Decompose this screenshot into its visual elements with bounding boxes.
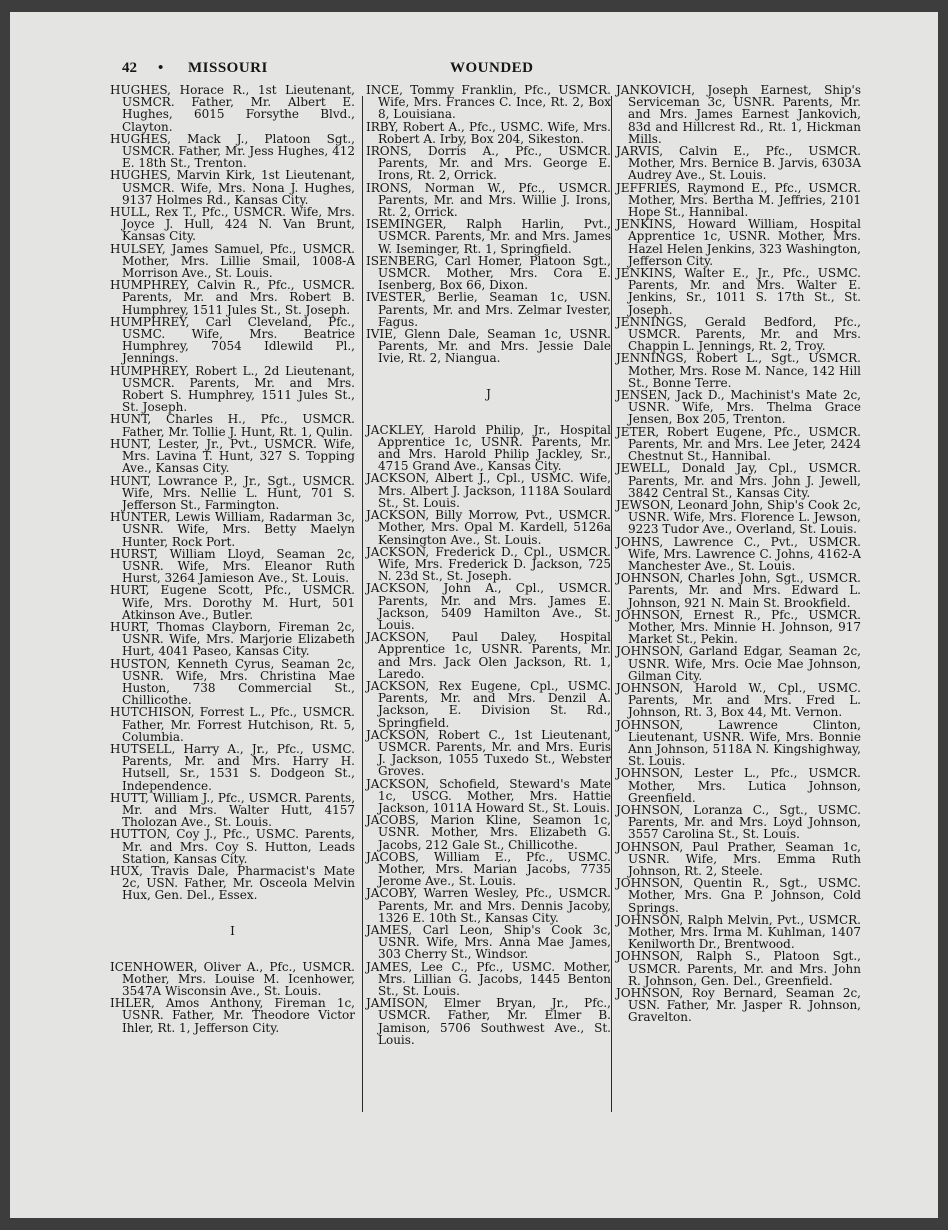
page-number: 42 [122, 60, 137, 76]
casualty-entry: JOHNSON, Quentin R., Sgt., USMC. Mother, Mrs. Gna P. Johnson, Cold Springs. [616, 876, 861, 915]
casualty-entry: JOHNSON, Ernest R., Pfc., USMCR. Mother, Mrs. Minnie H. Johnson, 917 Market St., Pekin. [616, 607, 861, 647]
casualty-entry: HUMPHREY, Carl Cleveland, Pfc., USMC. Wife, Mrs. Beatrice Humphrey, 7054 Idlewild Pl., Jennings. [110, 314, 355, 366]
state-title: MISSOURI [188, 60, 268, 76]
casualty-entry: JENKINS, Howard William, Hospital Apprentice 1c, USNR. Mother, Mrs. Hazel Helen Jenkins, 323 Washington, Jefferson City. [616, 217, 861, 268]
casualty-entry: INCE, Tommy Franklin, Pfc., USMCR. Wife, Mrs. Frances C. Ince, Rt. 2, Box 8, Louisiana. [366, 83, 611, 122]
casualty-entry: IRBY, Robert A., Pfc., USMC. Wife, Mrs. Robert A. Irby, Box 204, Sikeston. [366, 119, 611, 146]
casualty-entry: JOHNSON, Garland Edgar, Seaman 2c, USNR. Wife, Mrs. Ocie Mae Johnson, Gilman City. [616, 644, 861, 683]
casualty-entry: HURT, Eugene Scott, Pfc., USMCR. Wife, Mrs. Dorothy M. Hurt, 501 Atkinson Ave., Butler. [110, 583, 355, 622]
section-letter: I [230, 923, 235, 938]
casualty-entry: JENKINS, Walter E., Jr., Pfc., USMC. Parents, Mr. and Mrs. Walter E. Jenkins, Sr., 1011 S. 17th St., St. Joseph. [616, 266, 861, 317]
section-title: WOUNDED [450, 60, 534, 76]
casualty-entry: JAMES, Carl Leon, Ship's Cook 3c, USNR. Wife, Mrs. Anna Mae James, 303 Cherry St., Windsor. [366, 923, 611, 962]
column-divider [362, 96, 363, 1112]
casualty-entry: IVIE, Glenn Dale, Seaman 1c, USNR. Parents, Mr. and Mrs. Jessie Dale Ivie, Rt. 2, Niangua. [366, 327, 611, 366]
casualty-entry: JOHNS, Lawrence C., Pvt., USMCR. Wife, Mrs. Lawrence C. Johns, 4162-A Manchester Ave., St. Louis. [616, 534, 861, 573]
casualty-entry: JENNINGS, Robert L., Sgt., USMCR. Mother, Mrs. Rose M. Nance, 142 Hill St., Bonne Terre. [616, 351, 861, 390]
casualty-entry: ISEMINGER, Ralph Harlin, Pvt., USMCR. Parents, Mr. and Mrs. James W. Iseminger, Rt. 1, Springfield. [366, 217, 611, 256]
casualty-entry: JOHNSON, Harold W., Cpl., USMC. Parents, Mr. and Mrs. Fred L. Johnson, Rt. 3, Box 44, Mt. Vernon. [616, 680, 861, 720]
entry-list [616, 84, 861, 1024]
casualty-entry: IVESTER, Berlie, Seaman 1c, USN. Parents, Mr. and Mrs. Zelmar Ivester, Fagus. [366, 290, 611, 329]
casualty-entry: JEWSON, Leonard John, Ship's Cook 2c, USNR. Wife, Mrs. Florence L. Jewson, 9223 Tudor Ave., Overland, St. Louis. [616, 497, 861, 537]
casualty-entry: IRONS, Norman W., Pfc., USMCR. Parents, Mr. and Mrs. Willie J. Irons, Rt. 2, Orrick. [366, 180, 611, 220]
casualty-entry: JOHNSON, Roy Bernard, Seaman 2c, USN. Father, Mr. Jasper R. Johnson, Gravelton. [616, 986, 861, 1025]
casualty-entry: HUGHES, Marvin Kirk, 1st Lieutenant, USMCR. Wife, Mrs. Nona J. Hughes, 9137 Holmes Rd., Kansas City. [110, 168, 355, 207]
casualty-entry: JARVIS, Calvin E., Pfc., USMCR. Mother, Mrs. Bernice B. Jarvis, 6303A Audrey Ave., St. Louis. [616, 144, 861, 183]
casualty-entry: JOHNSON, Paul Prather, Seaman 1c, USNR. Wife, Mrs. Emma Ruth Johnson, Rt. 2, Steele. [616, 839, 861, 878]
casualty-entry: IHLER, Amos Anthony, Fireman 1c, USNR. Father, Mr. Theodore Victor Ihler, Rt. 1, Jefferson City. [110, 996, 355, 1035]
casualty-entry: HUX, Travis Dale, Pharmacist's Mate 2c, USN. Father, Mr. Osceola Melvin Hux, Gen. Del., Essex. [110, 864, 355, 903]
casualty-entry: HUMPHREY, Robert L., 2d Lieutenant, USMCR. Parents, Mr. and Mrs. Robert S. Humphrey, 1511 Jules St., St. Joseph. [110, 363, 355, 415]
casualty-entry: HURST, William Lloyd, Seaman 2c, USNR. Wife, Mrs. Eleanor Ruth Hurst, 3264 Jamieson Ave., St. Louis. [110, 546, 355, 586]
casualty-entry: JOHNSON, Lester L., Pfc., USMCR. Mother, Mrs. Lutica Johnson, Greenfield. [616, 766, 861, 805]
casualty-entry: JACKSON, John A., Cpl., USMCR. Parents, Mr. and Mrs. James E. Jackson, 5409 Hamilton Ave., St. Louis. [366, 581, 611, 632]
page-header [122, 60, 862, 80]
casualty-entry: HUSTON, Kenneth Cyrus, Seaman 2c, USNR. Wife, Mrs. Christina Mae Huston, 738 Commercial St., Chillicothe. [110, 656, 355, 708]
casualty-entry: JACOBS, Marion Kline, Seamon 1c, USNR. Mother, Mrs. Elizabeth G. Jacobs, 212 Gale St., Chillicothe. [366, 813, 611, 852]
casualty-entry: HUGHES, Horace R., 1st Lieutenant, USMCR. Father, Mr. Albert E. Hughes, 6015 Forsythe Blvd., Clayton. [110, 83, 355, 134]
casualty-entry: JACKSON, Paul Daley, Hospital Apprentice 1c, USNR. Parents, Mr. and Mrs. Jack Olen Jackson, Rt. 1, Laredo. [366, 630, 611, 681]
column-3 [616, 84, 861, 1024]
entry-list [110, 961, 355, 1034]
casualty-entry: JAMES, Lee C., Pfc., USMC. Mother, Mrs. Lillian G. Jacobs, 1445 Benton St., St. Louis. [366, 959, 611, 999]
casualty-entry: JETER, Robert Eugene, Pfc., USMCR. Parents, Mr. and Mrs. Lee Jeter, 2424 Chestnut St., Hannibal. [616, 424, 861, 464]
casualty-entry: JOHNSON, Lawrence Clinton, Lieutenant, USNR. Wife, Mrs. Bonnie Ann Johnson, 5118A N. Kingshighway, St. Louis. [616, 717, 861, 769]
casualty-entry: HULL, Rex T., Pfc., USMCR. Wife, Mrs. Joyce J. Hull, 424 N. Van Brunt, Kansas City. [110, 205, 355, 244]
casualty-entry: JACOBS, William E., Pfc., USMC. Mother, Mrs. Marian Jacobs, 7735 Jerome Ave., St. Louis. [366, 849, 611, 889]
casualty-entry: JANKOVICH, Joseph Earnest, Ship's Serviceman 3c, USNR. Parents, Mr. and Mrs. James Earnest Jankovich, 83d and Hillcrest Rd., Rt. 1, Hickman Mills. [616, 83, 861, 146]
casualty-entry: JACKSON, Frederick D., Cpl., USMCR. Wife, Mrs. Frederick D. Jackson, 725 N. 23d St., St. Joseph. [366, 544, 611, 584]
casualty-entry: HUTSELL, Harry A., Jr., Pfc., USMC. Parents, Mr. and Mrs. Harry H. Hutsell, Sr., 1531 S. Dodgeon St., Independence. [110, 741, 355, 793]
casualty-entry: IRONS, Dorris A., Pfc., USMCR. Parents, Mr. and Mrs. George E. Irons, Rt. 2, Orrick. [366, 144, 611, 183]
header-bullet: • [158, 60, 164, 76]
entry-list [366, 84, 611, 365]
casualty-entry: JENNINGS, Gerald Bedford, Pfc., USMCR. Parents, Mr. and Mrs. Chappin L. Jennings, Rt. 2, Troy. [616, 314, 861, 354]
entry-list [110, 84, 355, 902]
casualty-entry: HUMPHREY, Calvin R., Pfc., USMCR. Parents, Mr. and Mrs. Robert B. Humphrey, 1511 Jules St., St. Joseph. [110, 278, 355, 317]
entry-list [366, 424, 611, 1046]
document-page [10, 12, 938, 1218]
casualty-entry: HUGHES, Mack J., Platoon Sgt., USMCR. Father, Mr. Jess Hughes, 412 E. 18th St., Trenton. [110, 131, 355, 171]
section-letter: J [486, 386, 491, 401]
casualty-entry: JOHNSON, Loranza C., Sgt., USMC. Parents, Mr. and Mrs. Loyd Johnson, 3557 Carolina St., St. Louis. [616, 802, 861, 842]
casualty-entry: HUNTER, Lewis William, Radarman 3c, USNR. Wife, Mrs. Betty Maelyn Hunter, Rock Port. [110, 510, 355, 549]
column-divider [611, 96, 612, 1112]
casualty-entry: JACKSON, Rex Eugene, Cpl., USMC. Parents, Mr. and Mrs. Denzil A. Jackson, E. Division St. Rd., Springfield. [366, 678, 611, 730]
casualty-entry: JOHNSON, Ralph Melvin, Pvt., USMCR. Mother, Mrs. Irma M. Kuhlman, 1407 Kenilworth Dr., Brentwood. [616, 912, 861, 952]
casualty-entry: HUNT, Charles H., Pfc., USMCR. Father, Mr. Tollie J. Hunt, Rt. 1, Qulin. [110, 412, 355, 439]
casualty-entry: HUTCHISON, Forrest L., Pfc., USMCR. Father, Mr. Forrest Hutchison, Rt. 5, Columbia. [110, 705, 355, 744]
casualty-entry: HUTT, William J., Pfc., USMCR. Parents, Mr. and Mrs. Walter Hutt, 4157 Tholozan Ave., St. Louis. [110, 790, 356, 830]
casualty-entry: HUNT, Lowrance P., Jr., Sgt., USMCR. Wife, Mrs. Nellie L. Hunt, 701 S. Jefferson St., Farmington. [110, 473, 355, 512]
casualty-entry: HUTTON, Coy J., Pfc., USMC. Parents, Mr. and Mrs. Coy S. Hutton, Leads Station, Kansas City. [110, 827, 355, 866]
casualty-entry: HUNT, Lester, Jr., Pvt., USMCR. Wife, Mrs. Lavina T. Hunt, 327 S. Topping Ave., Kansas City. [110, 436, 355, 476]
casualty-entry: JACKLEY, Harold Philip, Jr., Hospital Apprentice 1c, USNR. Parents, Mr. and Mrs. Harold Philip Jackley, Sr., 4715 Grand Ave., Kansas City. [366, 422, 611, 474]
casualty-entry: JOHNSON, Ralph S., Platoon Sgt., USMCR. Parents, Mr. and Mrs. John R. Johnson, Gen. Del., Greenfield. [616, 949, 861, 988]
casualty-entry: JAMISON, Elmer Bryan, Jr., Pfc., USMCR. Father, Mr. Elmer B. Jamison, 5706 Southwest Ave., St. Louis. [366, 996, 611, 1047]
casualty-entry: HULSEY, James Samuel, Pfc., USMCR. Mother, Mrs. Lillie Smail, 1008-A Morrison Ave., St. Louis. [110, 241, 355, 281]
casualty-entry: JENSEN, Jack D., Machinist's Mate 2c, USNR. Wife, Mrs. Thelma Grace Jensen, Box 205, Trenton. [616, 388, 861, 427]
casualty-entry: JEWELL, Donald Jay, Cpl., USMCR. Parents, Mr. and Mrs. John J. Jewell, 3842 Central St., Kansas City. [616, 461, 861, 500]
casualty-entry: ISENBERG, Carl Homer, Platoon Sgt., USMCR. Mother, Mrs. Cora E. Isenberg, Box 66, Dixon. [366, 253, 611, 293]
column-2 [366, 84, 611, 1046]
casualty-entry: JEFFRIES, Raymond E., Pfc., USMCR. Mother, Mrs. Bertha M. Jeffries, 2101 Hope St., Hannibal. [616, 180, 861, 220]
casualty-entry: JOHNSON, Charles John, Sgt., USMCR. Parents, Mr. and Mrs. Edward L. Johnson, 921 N. Main St. Brookfield. [616, 571, 861, 610]
casualty-entry: JACKSON, Schofield, Steward's Mate 1c, USCG. Mother, Mrs. Hattie Jackson, 1011A Howard St., St. Louis. [366, 776, 611, 815]
casualty-entry: ICENHOWER, Oliver A., Pfc., USMCR. Mother, Mrs. Louise M. Icenhower, 3547A Wisconsin Ave., St. Louis. [110, 959, 355, 999]
column-1 [110, 84, 355, 1034]
casualty-entry: JACOBY, Warren Wesley, Pfc., USMCR. Parents, Mr. and Mrs. Dennis Jacoby, 1326 E. 10th St., Kansas City. [366, 886, 611, 925]
casualty-entry: HURT, Thomas Clayborn, Fireman 2c, USNR. Wife, Mrs. Marjorie Elizabeth Hurt, 4041 Paseo, Kansas City. [110, 619, 355, 659]
casualty-entry: JACKSON, Robert C., 1st Lieutenant, USMCR. Parents, Mr. and Mrs. Euris J. Jackson, 1055 Tuxedo St., Webster Groves. [366, 727, 611, 779]
casualty-entry: JACKSON, Billy Morrow, Pvt., USMCR. Mother, Mrs. Opal M. Kardell, 5126a Kensington Ave., St. Louis. [366, 508, 611, 547]
casualty-entry: JACKSON, Albert J., Cpl., USMC. Wife, Mrs. Albert J. Jackson, 1118A Soulard St., St. Louis. [366, 471, 611, 510]
